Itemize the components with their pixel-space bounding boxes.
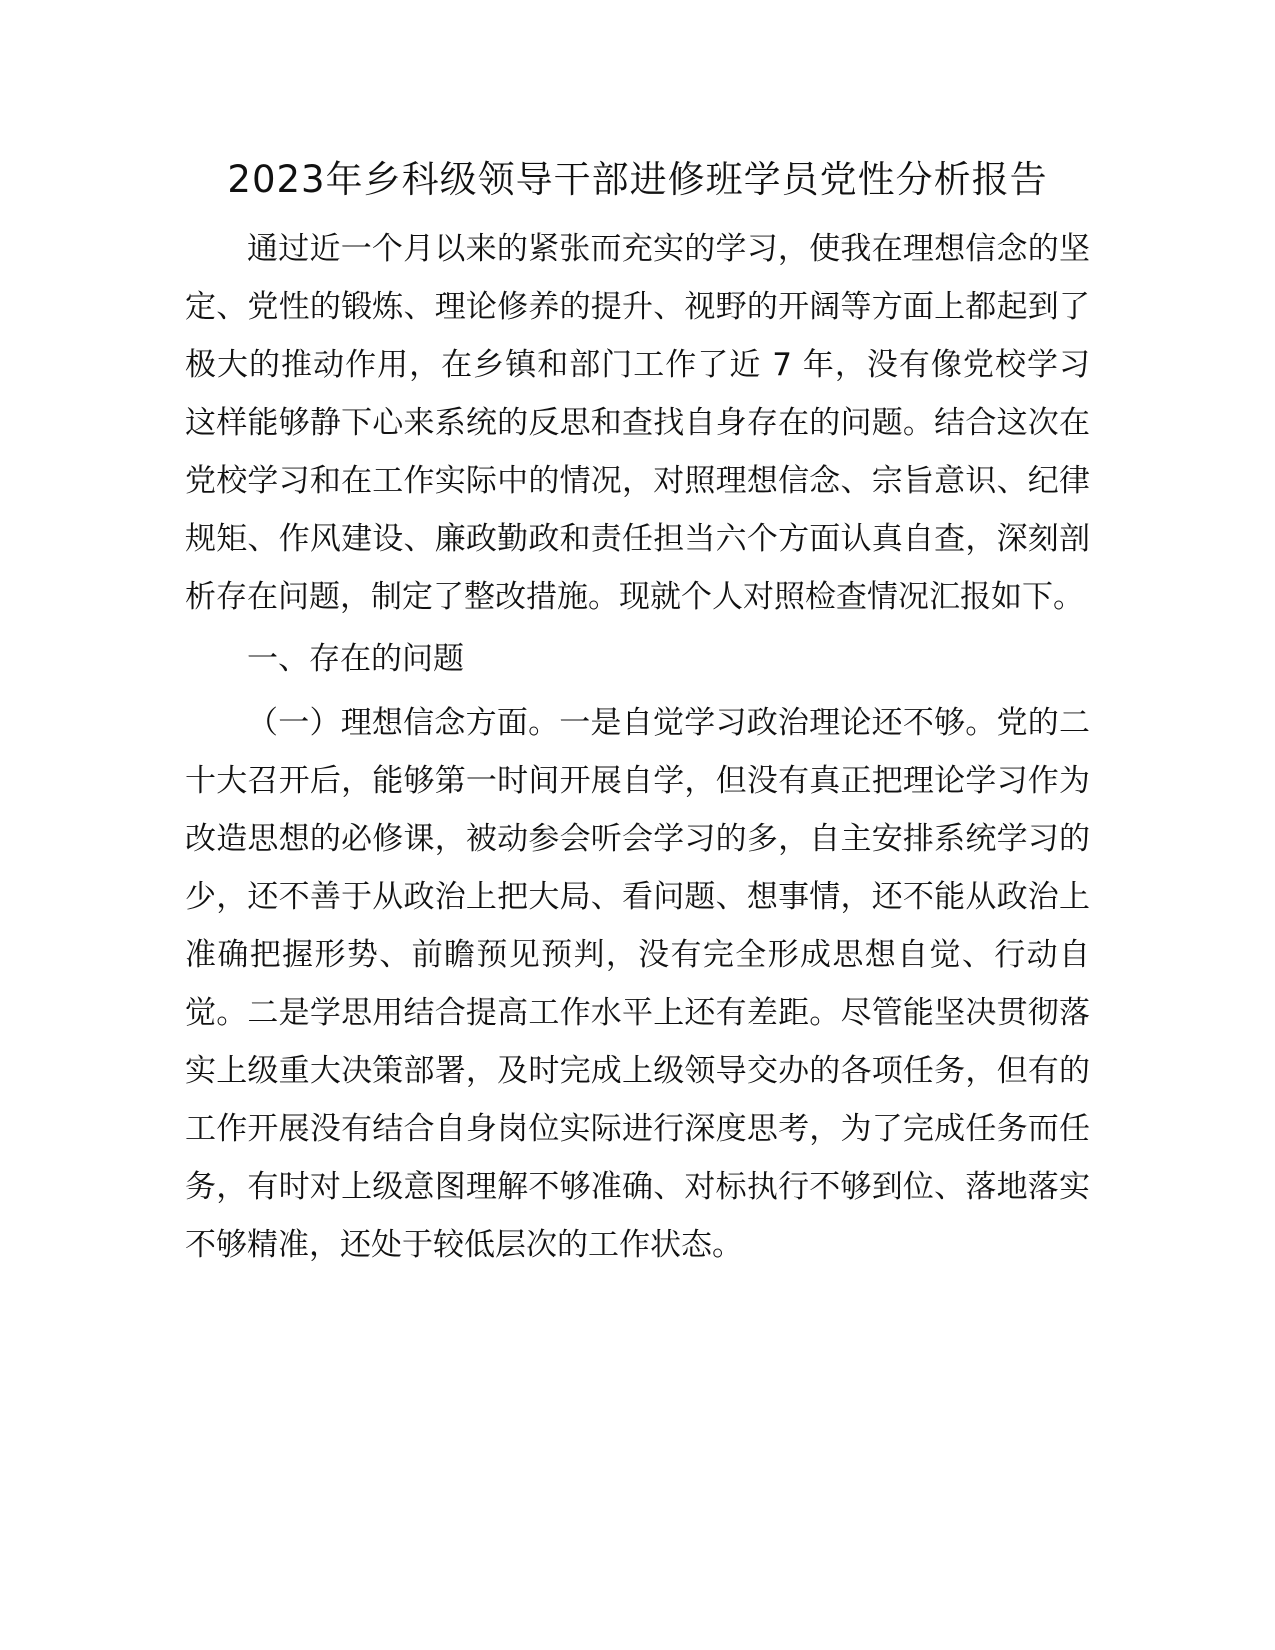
ideals-beliefs-paragraph: （一）理想信念方面。一是自觉学习政治理论还不够。党的二十大召开后，能够第一时间开展自学，但没有真正把理论学习作为改造思想的必修课，被动参会听会学习的多，自主安排系统学习的少，还不善于从政治上把大局、看问题、想事情，还不能从政治上准确把握形势、前瞻预见预判，没有完全形成思想自觉、行动自觉。二是学思用结合提高工作水平上还有差距。尽管能坚决贯彻落实上级重大决策部署，及时完成上级领导交办的各项任务，但有的工作开展没有结合自身岗位实际进行深度思考，为了完成任务而任务，有时对上级意图理解不够准确、对标执行不够到位、落地落实不够精准，还处于较低层次的工作状态。 (185, 705, 1090, 1263)
intro-paragraph: 通过近一个月以来的紧张而充实的学习，使我在理想信念的坚定、党性的锻炼、理论修养的提升、视野的开阔等方面上都起到了极大的推动作用，在乡镇和部门工作了近 7 年，没有像党校学习这样能够静下心来系统的反思和查找自身存在的问题。结合这次在党校学习和在工作实际中的情况，对照理想信念、宗旨意识、纪律规矩、作风建设、廉政勤政和责任担当六个方面认真自查，深刻剖析存在问题，制定了整改措施。现就个人对照检查情况汇报如下。 (185, 231, 1090, 615)
document-page (185, 150, 1090, 1274)
section-heading-problems: 一、存在的问题 (247, 641, 464, 677)
document-title: 2023年乡科级领导干部进修班学员党性分析报告 (227, 158, 1048, 201)
